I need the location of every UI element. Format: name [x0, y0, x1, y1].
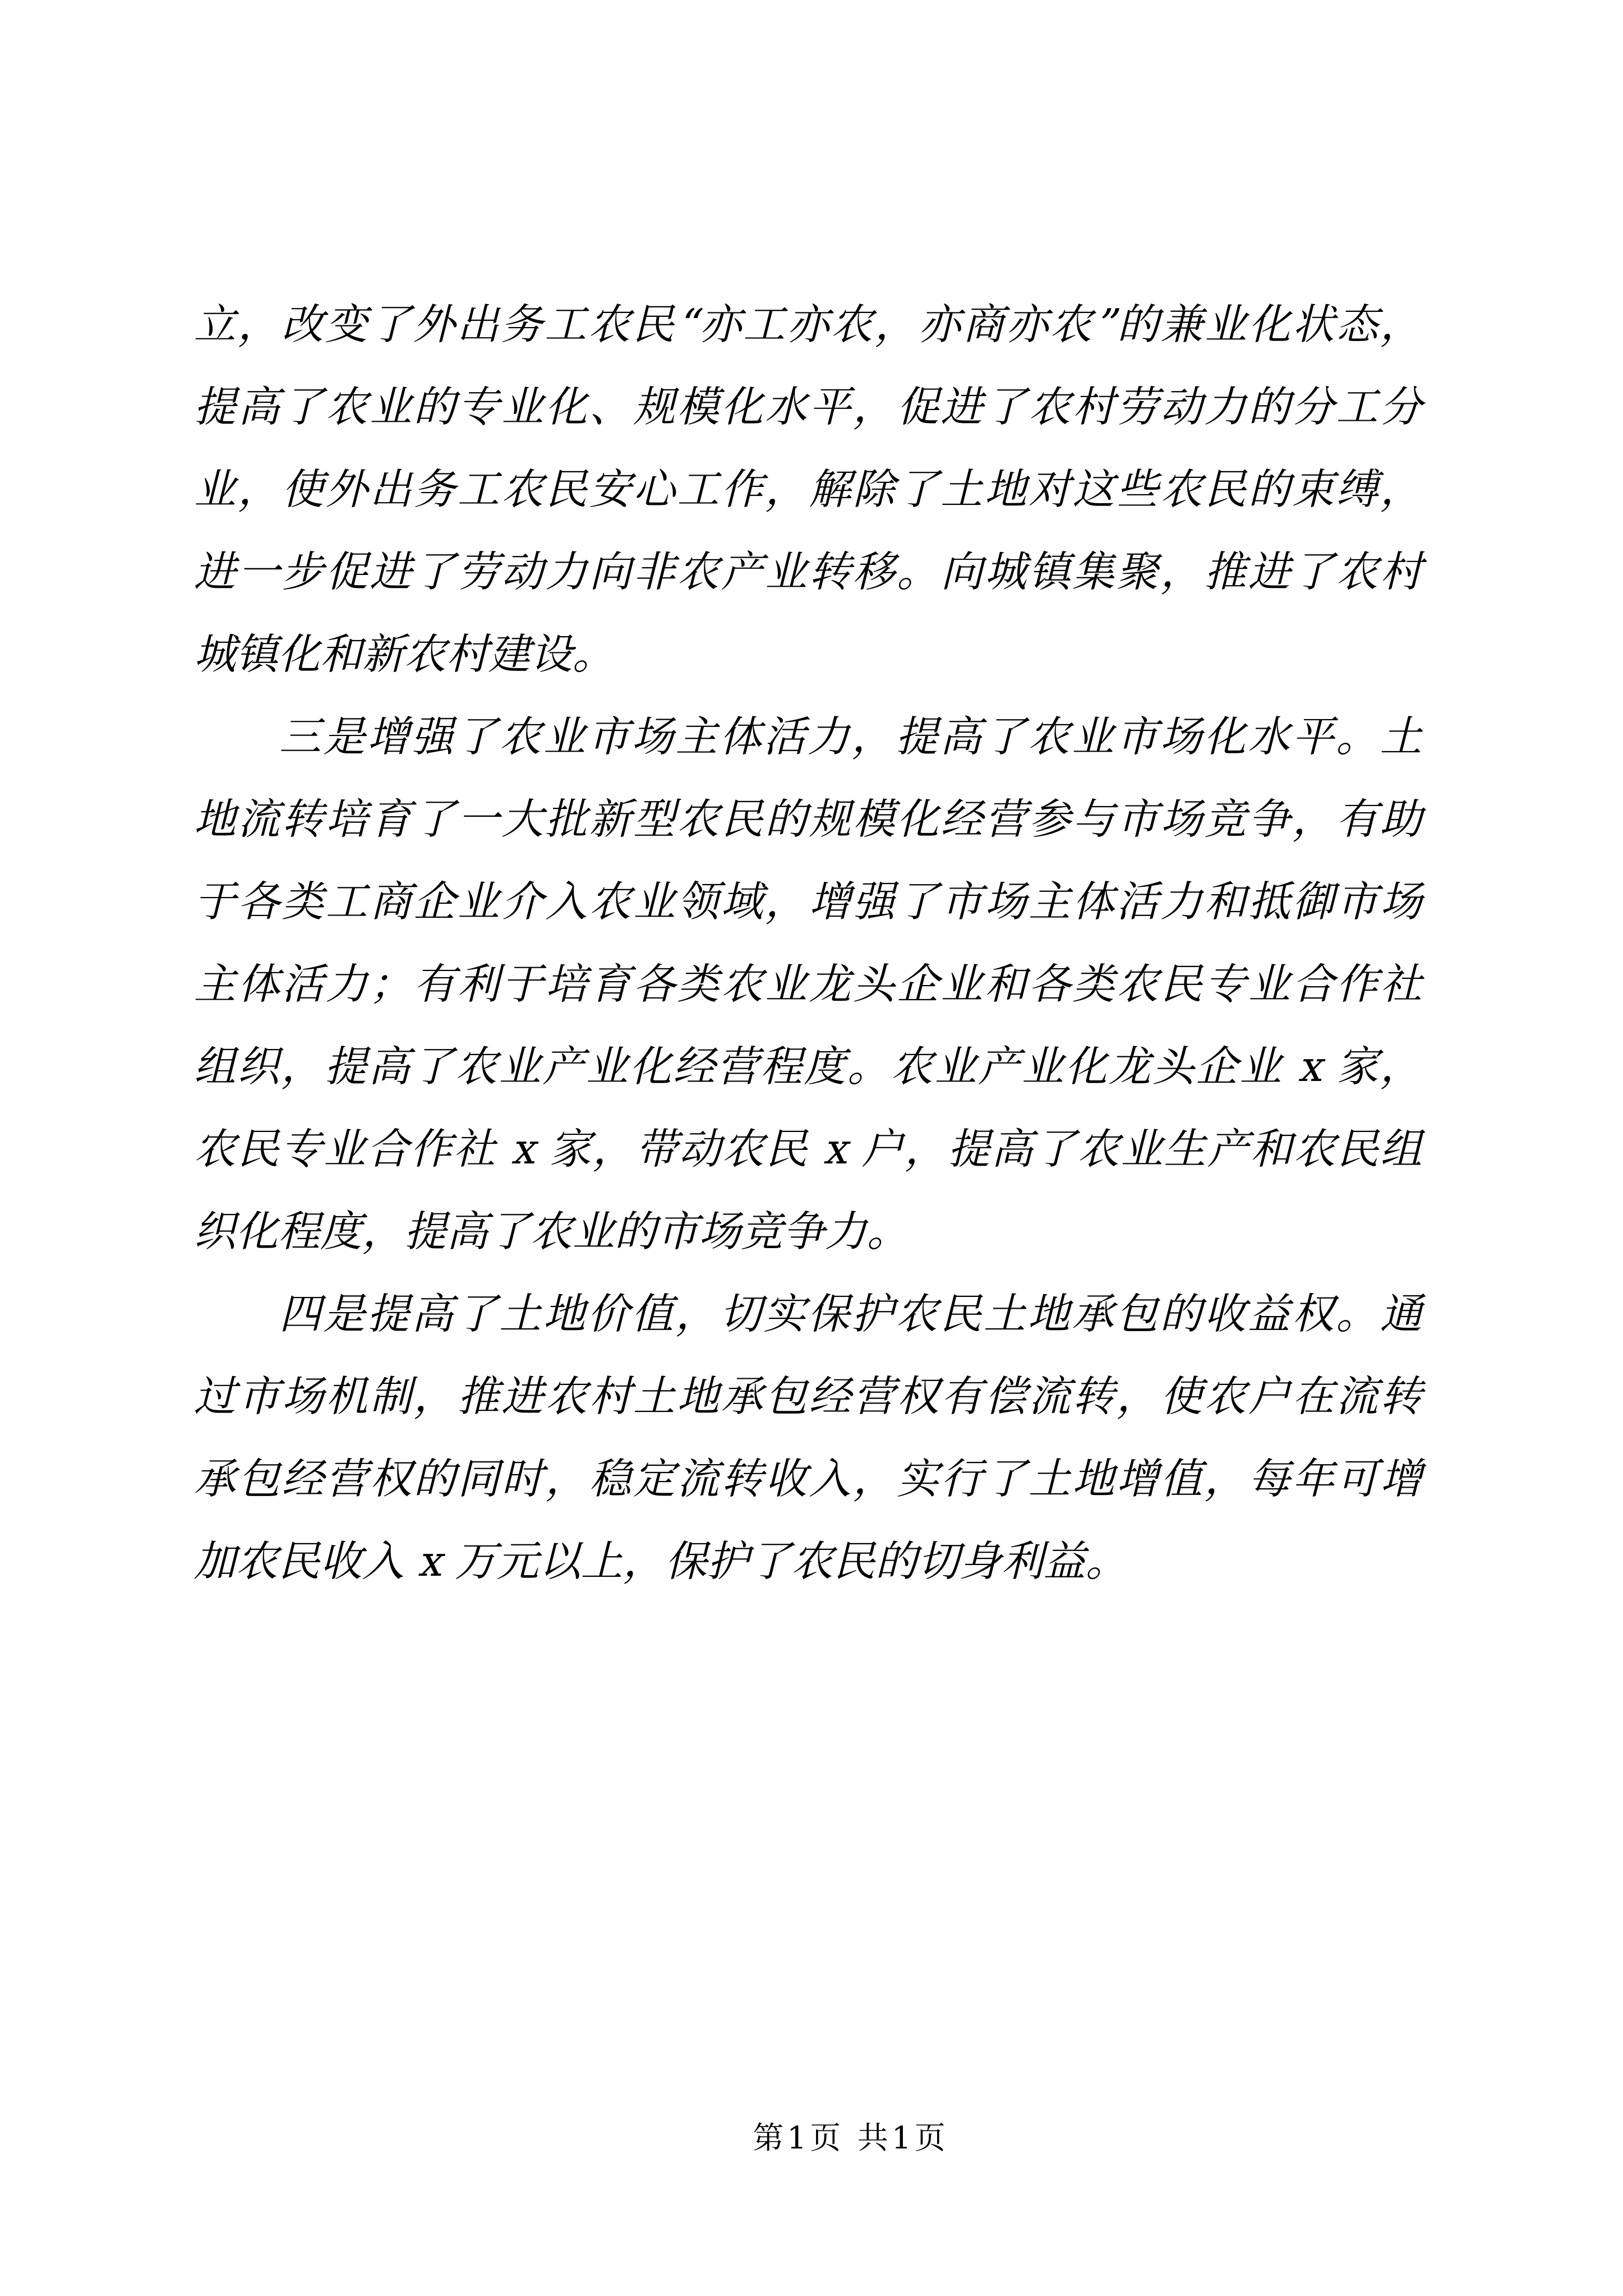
text-line: 于各类工商企业介入农业领域，增强了市场主体活力和抵御市场: [191, 877, 1432, 926]
text-line: 过市场机制，推进农村土地承包经营权有偿流转，使农户在流转: [191, 1372, 1432, 1421]
paragraph: [191, 696, 1432, 1273]
text-line: 进一步促进了劳动力向非农产业转移。向城镇集聚，推进了农村: [191, 547, 1432, 596]
page-footer: [0, 2120, 1623, 2155]
text-line: 承包经营权的同时，稳定流转收入，实行了土地增值，每年可增: [191, 1454, 1432, 1503]
text-line: 主体活力；有利于培育各类农业龙头企业和各类农民专业合作社: [191, 959, 1432, 1009]
document-body: [191, 283, 1432, 1603]
page-number-indicator: 第1页 共1页: [753, 2120, 949, 2156]
paragraph: [191, 1273, 1432, 1603]
text-line: 加农民收入 x 万元以上，保护了农民的切身利益。: [191, 1536, 1138, 1586]
text-line: 提高了农业的专业化、规模化水平，促进了农村劳动力的分工分: [191, 382, 1432, 431]
text-line: 织化程度，提高了农业的市场竞争力。: [191, 1207, 919, 1256]
text-line: 组织，提高了农业产业化经营程度。农业产业化龙头企业 x 家，: [191, 1042, 1432, 1091]
text-line: 城镇化和新农村建设。: [191, 629, 625, 679]
text-line: 立，改变了外出务工农民“亦工亦农，亦商亦农”的兼业化状态，: [191, 300, 1432, 349]
text-line: 农民专业合作社 x 家，带动农民 x 户，提高了农业生产和农民组: [191, 1124, 1432, 1174]
text-line: 三是增强了农业市场主体活力，提高了农业市场化水平。土: [276, 712, 1432, 761]
text-line: 四是提高了土地价值，切实保护农民土地承包的收益权。通: [276, 1289, 1432, 1338]
text-line: 地流转培育了一大批新型农民的规模化经营参与市场竞争，有助: [191, 794, 1432, 844]
text-line: 业，使外出务工农民安心工作，解除了土地对这些农民的束缚，: [191, 464, 1432, 514]
paragraph: [191, 283, 1432, 696]
